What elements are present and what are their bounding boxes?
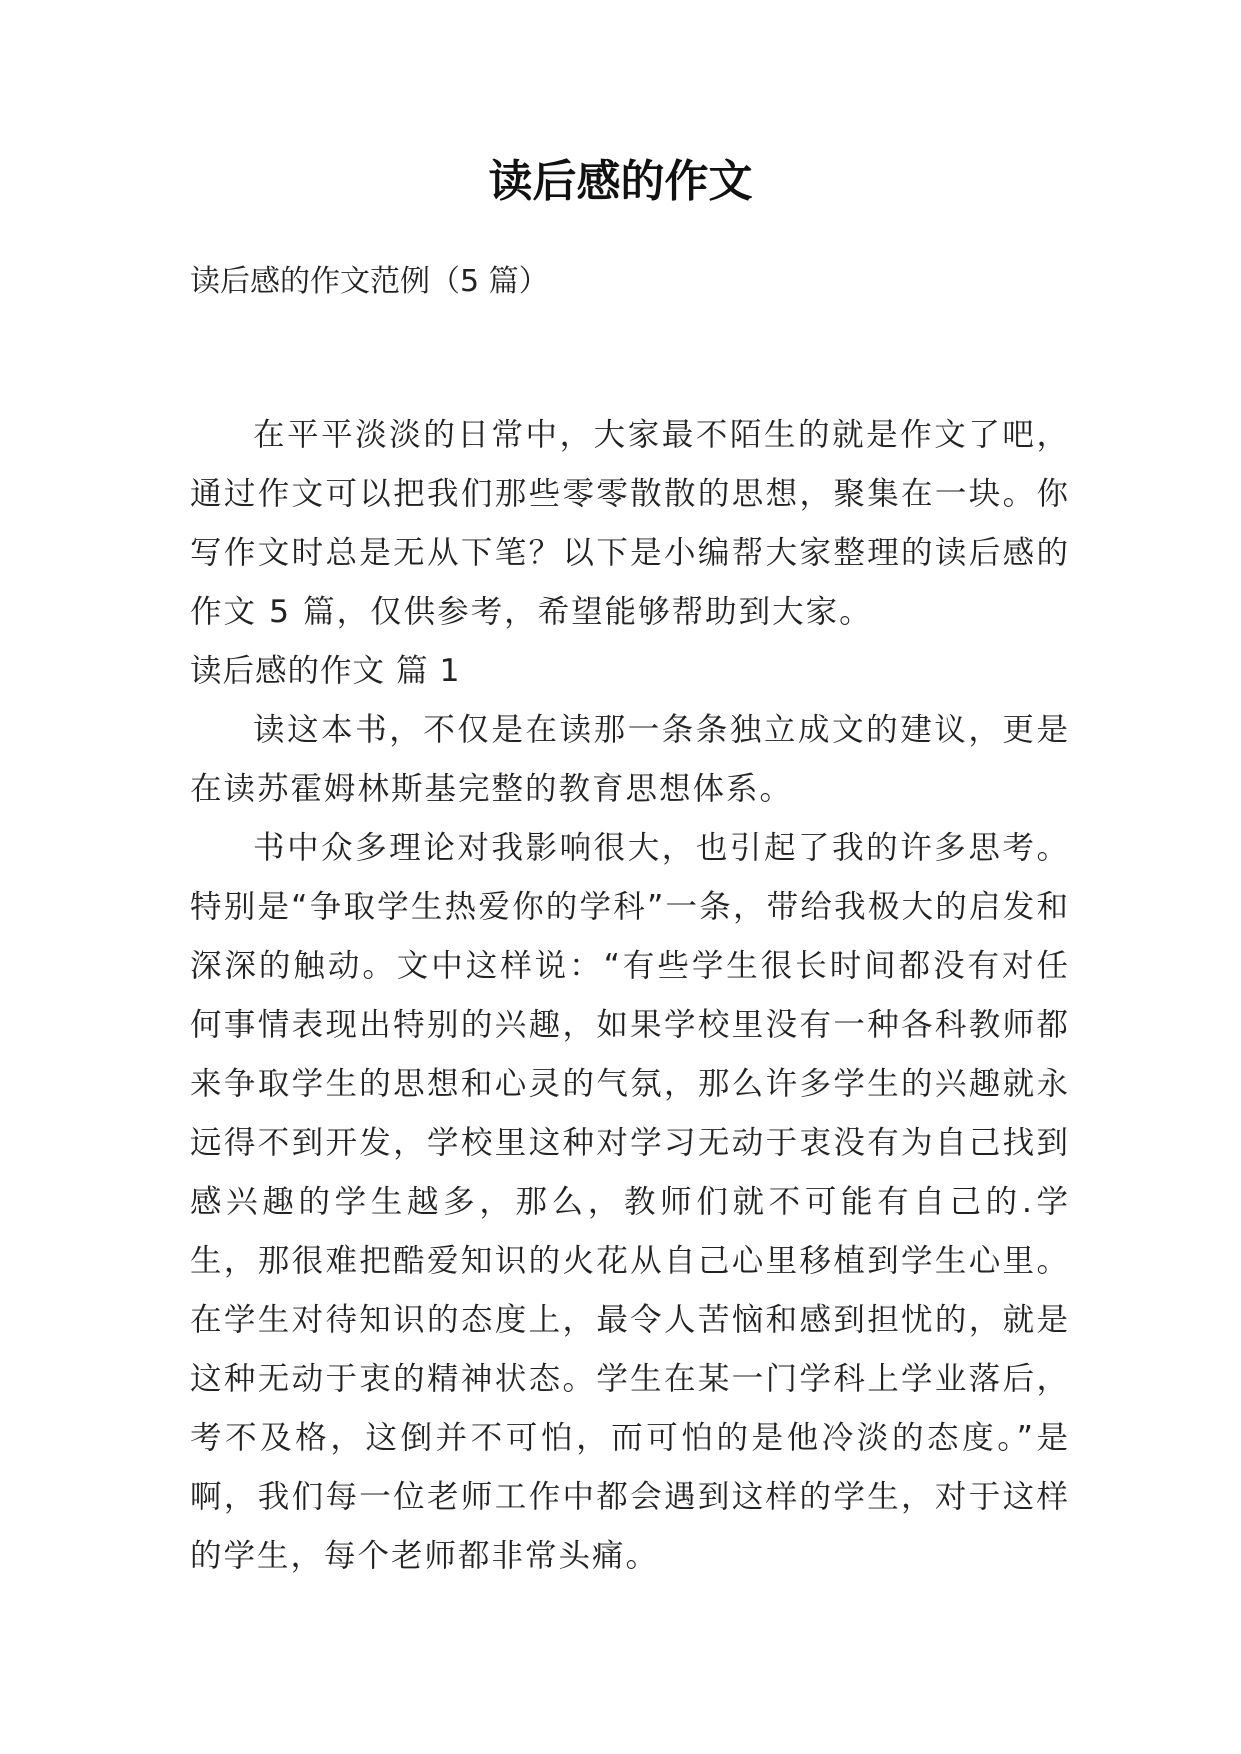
document-title: 读后感的作文 — [488, 156, 753, 207]
document-subtitle: 读后感的作文范例（5 篇） — [190, 264, 549, 299]
body-paragraph-1: 读这本书，不仅是在读那一条条独立成文的建议，更是在读苏霍姆林斯基完整的教育思想体系。 — [190, 712, 1070, 807]
section-heading: 读后感的作文 篇 1 — [190, 653, 461, 689]
body-paragraph-2: 书中众多理论对我影响很大，也引起了我的许多思考。特别是“争取学生热爱你的学科”一条，带给我极大的启发和深深的触动。文中这样说：“有些学生很长时间都没有对任何事情表现出特别的兴趣，如果学校里没有一种各科教师都来争取学生的思想和心灵的气氛，那么许多学生的兴趣就永远得不到开发，学校里这种对学习无动于衷没有为自己找到感兴趣的学生越多，那么，教师们就不可能有自己的.学生，那很难把酷爱知识的火花从自己心里移植到学生心里。在学生对待知识的态度上，最令人苦恼和感到担忧的，就是这种无动于衷的精神状态。学生在某一门学科上学业落后，考不及格，这倒并不可怕，而可怕的是他冷淡的态度。”是啊，我们每一位老师工作中都会遇到这样的学生，对于这样的学生，每个老师都非常头痛。 — [190, 830, 1070, 1574]
intro-paragraph: 在平平淡淡的日常中，大家最不陌生的就是作文了吧，通过作文可以把我们那些零零散散的思想，聚集在一块。你写作文时总是无从下笔？以下是小编帮大家整理的读后感的作文 5 篇，仅供参考，希望能够帮助到大家。 — [190, 417, 1070, 630]
document-body — [190, 406, 1070, 1586]
